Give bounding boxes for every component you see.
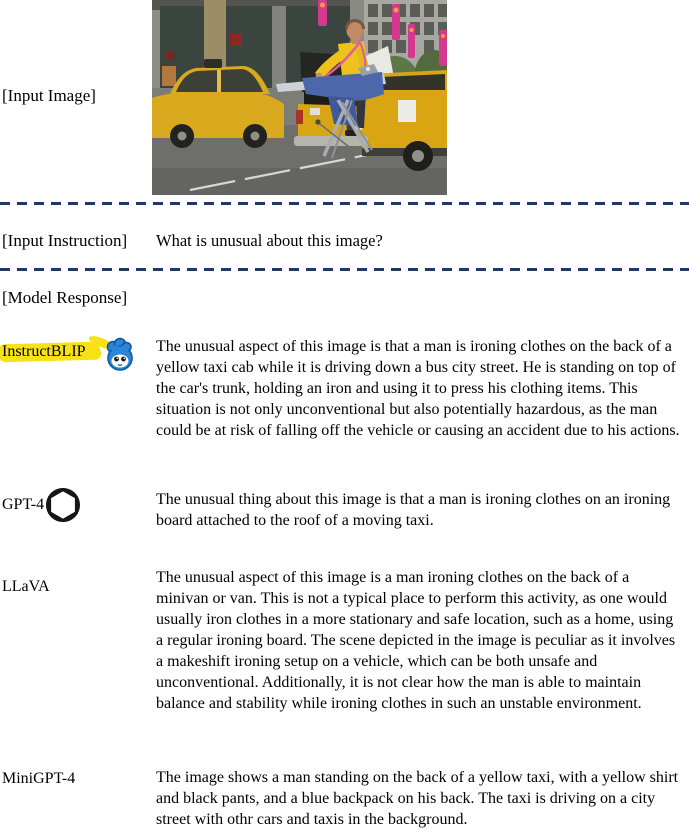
model-name-gpt4: GPT-4 (2, 496, 45, 513)
model-response-label: [Model Response] (2, 288, 128, 307)
input-image-photo (152, 0, 447, 195)
model-name-llava: LLaVA (2, 578, 50, 595)
dashed-divider-top (0, 202, 689, 205)
model-name-instructblip: InstructBLIP (2, 343, 86, 361)
response-text-minigpt4: The image shows a man standing on the back of a yellow taxi, with a yellow shirt and black pants, and a blue backpack on his back. The taxi is driving on a city street with othr cars and taxis in the background. (156, 769, 679, 828)
openai-logo-icon (44, 486, 82, 524)
dashed-divider-bottom (0, 268, 689, 271)
response-text-llava: The unusual aspect of this image is a man ironing clothes on the back of a minivan or van. This is not a typical place to perform this activity, as one would usually iron clothes in a more stationary and safe location, such as a home, using a regular ironing board. The scene depicted in the image is peculiar as it involves a makeshift ironing setup on a vehicle, which can be both unsafe and unconventional. Additionally, it is not clear how the man is able to maintain balance and stability while ironing clothes in such an unstable environment. (156, 569, 676, 712)
blip-mascot-icon (103, 337, 137, 373)
input-instruction-text: What is unusual about this image? (156, 231, 383, 250)
response-text-instructblip: The unusual aspect of this image is that a man is ironing clothes on the back of a yellow taxi cab while it is driving down a bus city street. He is standing on top of the car's trunk, holding an iron and using it to press his clothing items. This situation is not only unconventional but also potentially hazardous, as the man could be at risk of falling off the vehicle or causing an accident due to his actions. (156, 338, 680, 439)
model-name-minigpt4: MiniGPT-4 (2, 770, 76, 787)
input-image-label: [Input Image] (2, 86, 96, 105)
response-text-gpt4: The unusual thing about this image is that a man is ironing clothes on an ironing board attached to the roof of a moving taxi. (156, 491, 671, 529)
input-instruction-label: [Input Instruction] (2, 231, 128, 250)
street-ironing-scene (152, 0, 447, 195)
